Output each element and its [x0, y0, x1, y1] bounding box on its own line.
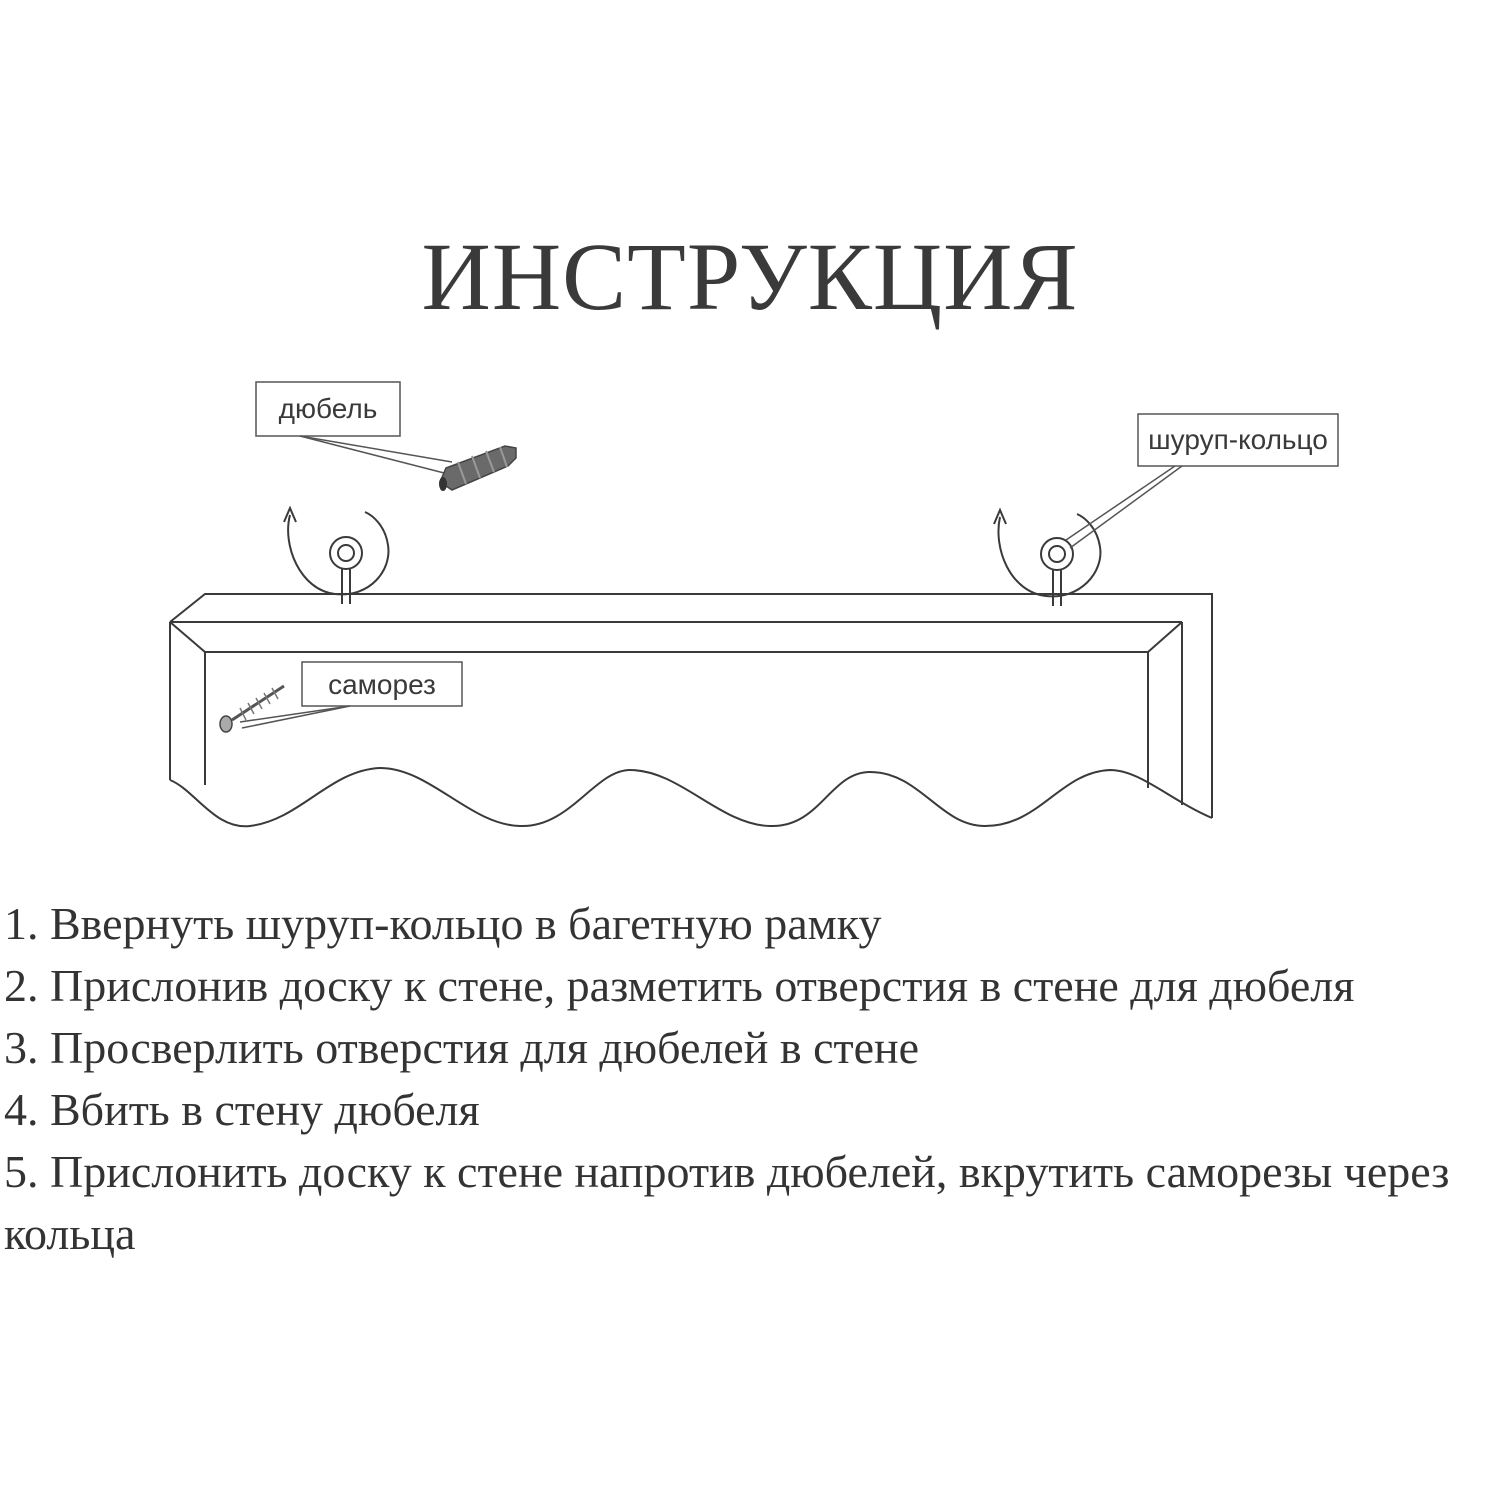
dowel-label: дюбель	[278, 393, 378, 424]
screw-ring-right	[994, 510, 1100, 606]
screw-ring-label: шуруп-кольцо	[1148, 424, 1328, 455]
step-item: 1. Ввернуть шуруп-кольцо в багетную рамку	[4, 898, 882, 949]
self-tapping-screw-label: саморез	[328, 669, 436, 700]
mounting-diagram	[0, 360, 1500, 860]
dowel-icon	[439, 446, 516, 491]
step-item: 2. Прислонив доску к стене, разметить отверстия в стене для дюбеля	[4, 960, 1355, 1011]
page-title: ИНСТРУКЦИЯ	[421, 223, 1079, 330]
dowel-callout	[256, 382, 452, 474]
screw-ring-callout	[1066, 414, 1338, 548]
screw-ring-left	[284, 508, 388, 604]
self-tapping-screw-icon	[220, 686, 284, 732]
self-tapping-screw-callout	[240, 662, 462, 728]
step-item: 4. Вбить в стену дюбеля	[4, 1084, 480, 1135]
step-item: 3. Просверлить отверстия для дюбелей в стене	[4, 1022, 920, 1073]
step-item: 5. Прислонить доску к стене напротив дюбелей, вкрутить саморезы через кольца	[4, 1146, 1450, 1259]
instruction-steps	[4, 893, 1500, 1265]
